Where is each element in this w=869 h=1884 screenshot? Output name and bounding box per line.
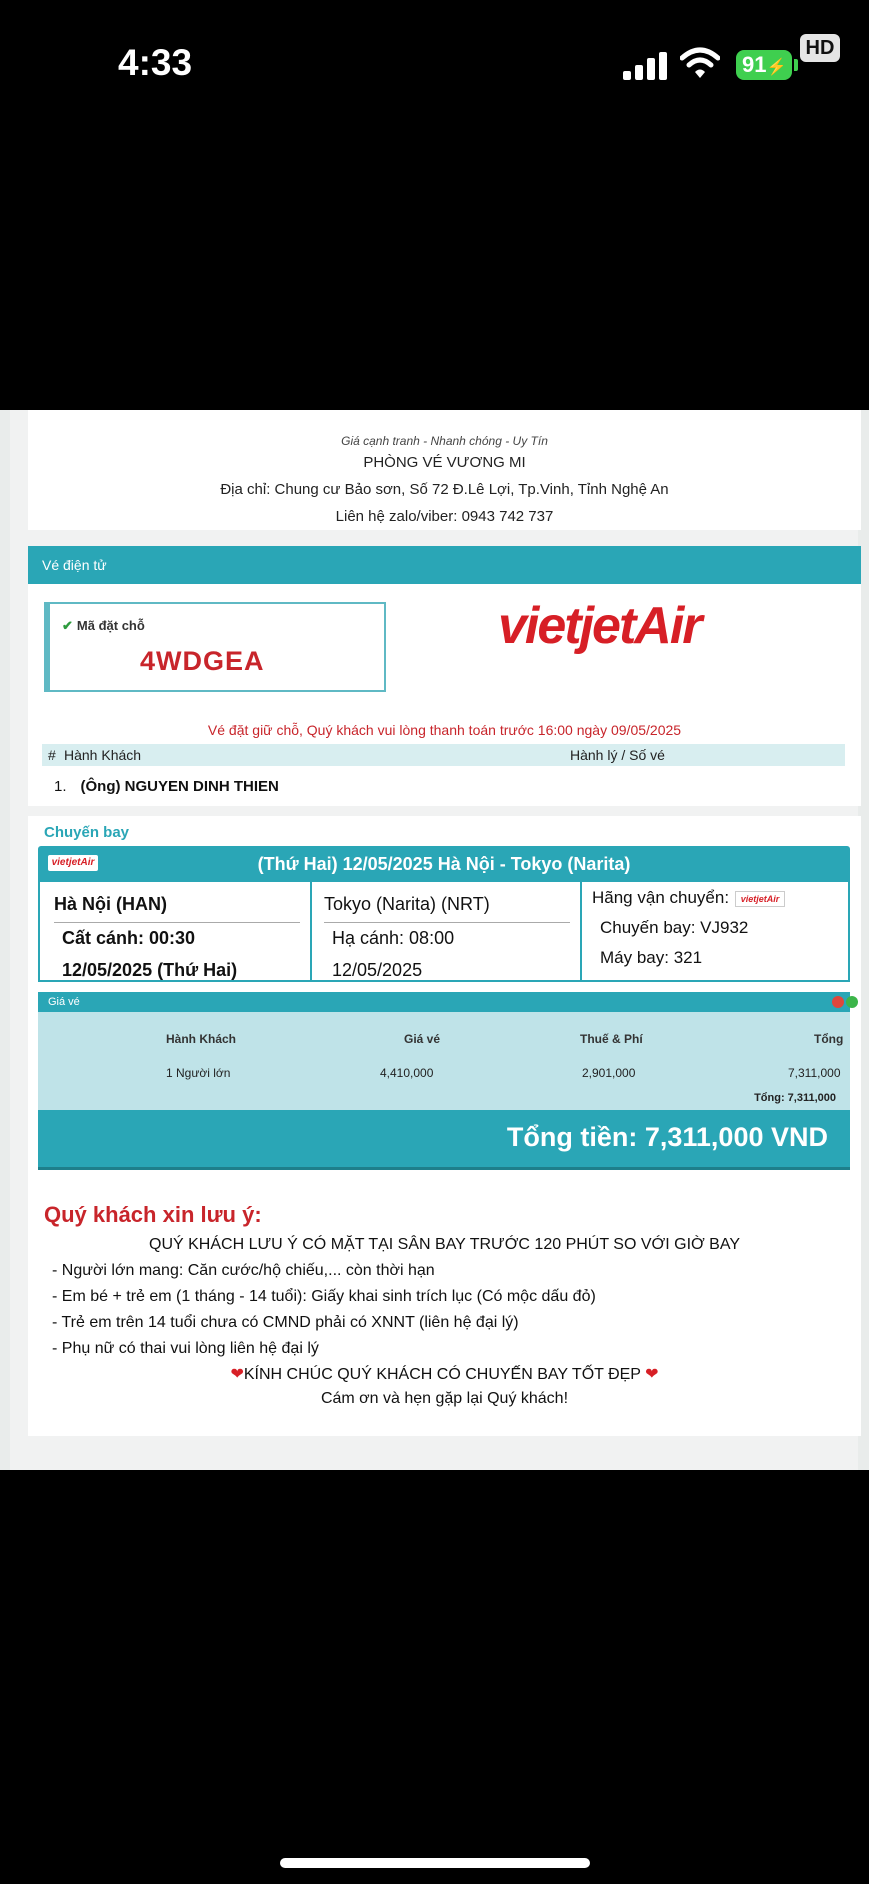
grand-total-bar xyxy=(38,1110,850,1170)
departure-time: Cất cánh: 00:30 xyxy=(62,928,196,948)
grand-total: Tổng tiền: 7,311,000 VND xyxy=(506,1122,828,1152)
cellular-signal-icon xyxy=(623,52,669,80)
fare-tax: 2,901,000 xyxy=(582,1066,636,1080)
flight-section xyxy=(28,816,861,1436)
col-passenger: Hành Khách xyxy=(64,747,142,763)
carrier-logo: vietjetAir xyxy=(735,891,785,907)
agency-slogan: Giá cạnh tranh - Nhanh chóng - Uy Tín xyxy=(341,434,548,448)
fare-sum: Tổng: 7,311,000 xyxy=(754,1092,836,1104)
heart-icon: ❤ xyxy=(645,1366,659,1383)
arrival-time: Hạ cánh: 08:00 xyxy=(332,928,455,948)
fare-header-passenger: Hành Khách xyxy=(166,1032,237,1046)
fare-passenger: 1 Người lớn xyxy=(166,1066,231,1080)
departure-date: 12/05/2025 (Thứ Hai) xyxy=(62,960,238,980)
passenger-name: (Ông) NGUYEN DINH THIEN xyxy=(80,778,279,795)
carrier-column xyxy=(582,882,850,980)
booking-code-box xyxy=(44,602,386,692)
eticket-section xyxy=(28,546,861,806)
route-bar xyxy=(38,846,850,882)
passenger-table-header xyxy=(42,744,845,766)
mini-vietjet-logo: vietjetAir xyxy=(48,855,98,871)
collapse-icon[interactable] xyxy=(832,996,844,1008)
wish-line xyxy=(28,1364,861,1384)
hd-badge: HD xyxy=(800,34,840,62)
col-baggage: Hành lý / Số vé xyxy=(570,747,665,763)
fare-title: Giá vé xyxy=(38,992,850,1012)
col-hash: # xyxy=(48,747,56,763)
to-city: Tokyo (Narita) (NRT) xyxy=(324,894,490,914)
agency-header xyxy=(28,410,861,530)
ticket-document xyxy=(0,410,869,1470)
route-details xyxy=(38,882,850,982)
home-indicator[interactable] xyxy=(280,1858,590,1868)
check-icon: ✔ xyxy=(62,618,73,633)
eticket-title: Vé điện tử xyxy=(28,546,861,584)
document-body xyxy=(10,410,858,1470)
from-city: Hà Nội (HAN) xyxy=(54,894,167,914)
expand-icon[interactable] xyxy=(846,996,858,1008)
note-item: - Người lớn mang: Căn cước/hộ chiếu,... còn thời hạn xyxy=(52,1262,435,1279)
agency-address: Địa chỉ: Chung cư Bảo sơn, Số 72 Đ.Lê Lợi, Tp.Vinh, Tỉnh Nghệ An xyxy=(220,481,669,498)
agency-contact: Liên hệ zalo/viber: 0943 742 737 xyxy=(335,508,554,525)
hold-note: Vé đặt giữ chỗ, Quý khách vui lòng thanh toán trước 16:00 ngày 09/05/2025 xyxy=(207,722,682,738)
booking-code: 4WDGEA xyxy=(140,646,265,676)
battery-icon: 91⚡ xyxy=(736,50,792,80)
battery-tip xyxy=(794,59,798,71)
clock: 4:33 xyxy=(118,42,193,83)
booking-label xyxy=(62,618,145,634)
fare-total: 7,311,000 xyxy=(788,1066,841,1080)
arrival-column xyxy=(310,882,582,980)
heart-icon: ❤ xyxy=(230,1366,244,1383)
carrier-label: Hãng vận chuyển: xyxy=(592,888,730,907)
flight-number: Chuyến bay: VJ932 xyxy=(600,918,749,937)
passenger-index: 1. xyxy=(54,778,67,795)
aircraft: Máy bay: 321 xyxy=(600,948,703,967)
status-bar xyxy=(0,0,869,130)
note-item: - Phụ nữ có thai vui lòng liên hệ đại lý xyxy=(52,1340,319,1357)
thanks-line: Cám ơn và hẹn gặp lại Quý khách! xyxy=(320,1390,569,1407)
fare-header-total: Tổng xyxy=(814,1032,844,1046)
vietjet-logo: vietjetAir xyxy=(498,597,701,655)
departure-column xyxy=(40,882,312,980)
wifi-icon xyxy=(680,46,720,80)
note-item: - Em bé + trẻ em (1 tháng - 14 tuổi): Giấy khai sinh trích lục (Có mộc dấu đỏ) xyxy=(52,1288,596,1305)
notes-main: QUÝ KHÁCH LƯU Ý CÓ MẶT TẠI SÂN BAY TRƯỚC 120 PHÚT SO VỚI GIỜ BAY xyxy=(149,1236,740,1253)
agency-name: PHÒNG VÉ VƯƠNG MI xyxy=(363,454,526,471)
booking-label-text: Mã đặt chỗ xyxy=(76,618,145,633)
route-text: (Thứ Hai) 12/05/2025 Hà Nội - Tokyo (Narita) xyxy=(257,854,631,874)
battery-level: 91 xyxy=(742,52,767,77)
fare-header-tax: Thuế & Phí xyxy=(580,1032,643,1046)
notes-title: Quý khách xin lưu ý: xyxy=(44,1202,262,1227)
passenger-row xyxy=(54,778,279,795)
note-item: - Trẻ em trên 14 tuổi chưa có CMND phải có XNNT (liên hệ đại lý) xyxy=(52,1314,519,1331)
flight-section-title: Chuyến bay xyxy=(44,824,130,841)
fare-header-price: Giá vé xyxy=(404,1032,441,1046)
arrival-date: 12/05/2025 xyxy=(332,960,423,980)
fare-table xyxy=(38,992,850,1170)
wish-text: KÍNH CHÚC QUÝ KHÁCH CÓ CHUYẾN BAY TỐT ĐẸP xyxy=(243,1366,641,1383)
carrier xyxy=(592,888,785,908)
fare-price: 4,410,000 xyxy=(380,1066,434,1080)
